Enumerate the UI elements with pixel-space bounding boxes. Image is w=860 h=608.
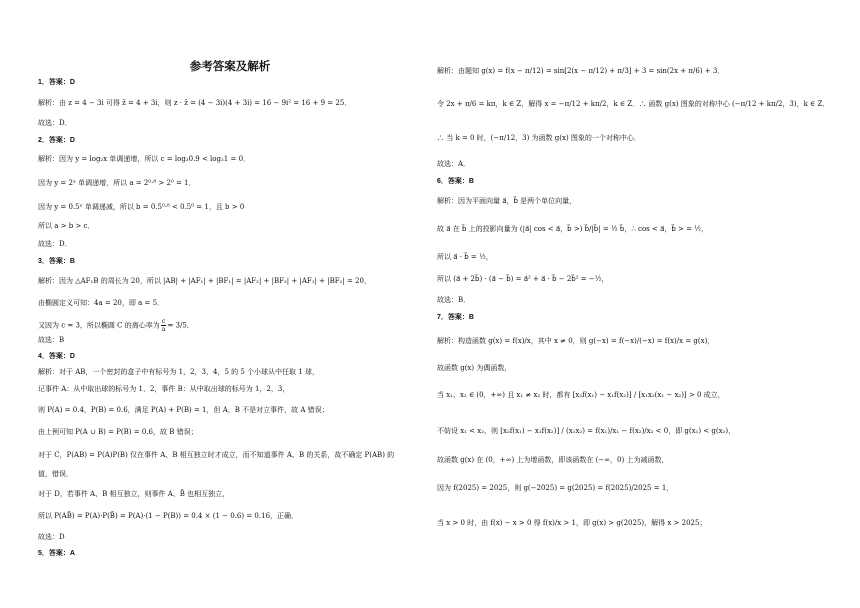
solution-line: [38, 318, 194, 333]
solution-line: [38, 277, 371, 286]
answer-heading: [38, 136, 75, 145]
line-text: 所以 (a⃗ + 2b⃗) · (a⃗ − b⃗) = a⃗² + a⃗ · b⃗ − 2b⃗² = −½，: [437, 275, 609, 283]
line-text: 对于 C，P(AB) = P(A)P(B) 仅在事件 A、B 相互独立时才成立，而不知道事件 A、B 的关系，故不确定 P(AB) 的: [38, 451, 395, 459]
line-text: 故选：D．: [38, 119, 72, 127]
solution-line: [437, 364, 511, 373]
line-text: 故选：D．: [38, 240, 72, 248]
solution-line: [38, 222, 94, 231]
line-text: 解析：因为 △AF₁B 的周长为 20，所以 |AB| + |AF₁| + |BF₁| = |AF₂| + |BF₂| + |AF₁| + |BF₁| = 20，: [38, 277, 371, 285]
line-text: 当 x > 0 时，由 f(x) − x > 0 得 f(x)/x > 1，即 g(x) > g(2025)，解得 x > 2025；: [437, 519, 707, 527]
solution-line: [437, 160, 470, 169]
solution-line: [437, 253, 493, 262]
line-text: 所以 a⃗ · b⃗ = ½，: [437, 253, 493, 261]
line-text: 解析：因为 y = log₂x 单调递增，所以 c = log₂0.9 < log₂1 = 0．: [38, 155, 251, 163]
solution-line: [38, 470, 73, 479]
line-text: 由椭圆定义可知：4a = 20，即 a = 5．: [38, 299, 165, 307]
line-text: 故函数 g(x) 为偶函数，: [437, 364, 512, 372]
solution-line: [38, 490, 229, 499]
solution-line: [38, 119, 72, 128]
line-text: 不妨设 x₁ < x₂，则 [x₂f(x₁) − x₁f(x₂)] / (x₁x₂) = f(x₁)/x₁ − f(x₂)/x₂ < 0，即 g(x₁) < g(x₂)，: [437, 427, 736, 435]
solution-line: [437, 100, 829, 109]
solution-line: [437, 391, 725, 400]
solution-line: [38, 336, 64, 345]
line-text: 6．答案：B: [437, 178, 474, 185]
solution-line: [437, 134, 641, 143]
line-text: 5．答案：A: [38, 550, 75, 557]
solution-line: [38, 406, 329, 415]
line-text: ∴ 当 k = 0 时，(−π/12，3) 为函数 g(x) 图象的一个对称中心．: [437, 134, 641, 142]
solution-line: [38, 299, 164, 308]
line-text: 3．答案：B: [38, 258, 75, 265]
solution-line: [437, 427, 735, 436]
answer-heading: [437, 177, 474, 186]
solution-line: [437, 197, 576, 206]
line-text: 故选：B: [38, 336, 65, 344]
solution-line: [38, 368, 319, 377]
answer-heading: [38, 352, 75, 361]
line-tail: = 3/5．: [167, 321, 194, 330]
line-text: 故选：A．: [437, 160, 471, 168]
line-text: 记事件 A：从中取出球的标号为 1，2，事件 B：从中取出球的标号为 1，2，3，: [38, 385, 290, 393]
fraction: $\frac{c}{a}$: [161, 318, 166, 333]
solution-line: [437, 456, 668, 465]
line-text: 令 2x + π/6 = kπ，k ∈ Z，解得 x = −π/12 + kπ/2，k ∈ Z．∴ 函数 g(x) 图象的对称中心 (−π/12 + kπ/2，3)，k ∈ Z．: [437, 100, 830, 108]
solution-line: [437, 519, 706, 528]
answer-heading: [38, 549, 75, 558]
solution-line: [38, 451, 394, 460]
solution-line: [437, 225, 708, 234]
line-text: 故 a⃗ 在 b⃗ 上的投影向量为 (|a⃗| cos < a⃗，b⃗ >) b⃗/|b⃗| = ½ b⃗，∴ cos < a⃗，b⃗ > = ½，: [437, 225, 709, 233]
line-text: 故函数 g(x) 在 (0，+∞) 上为增函数，即该函数在 (−∞，0) 上为减函数，: [437, 456, 669, 464]
line-text: 故选：D: [38, 533, 65, 541]
solution-line: [437, 67, 724, 76]
solution-line: [38, 179, 196, 188]
answer-heading: [38, 78, 75, 87]
line-text: 4．答案：D: [38, 353, 75, 360]
line-text: 因为 f(2025) = 2025，则 g(−2025) = g(2025) = f(2025)/2025 = 1，: [437, 484, 674, 492]
line-text: 1．答案：D: [38, 79, 75, 86]
solution-line: [437, 337, 714, 346]
line-text: 因为 y = 2ˣ 单调递增，所以 a = 2⁰·⁸ > 2⁰ = 1．: [38, 179, 196, 187]
solution-line: [437, 275, 609, 284]
solution-line: [38, 385, 289, 394]
solution-line: [38, 99, 351, 108]
line-text: 解析：由题知 g(x) = f(x − π/12) = sin[2(x − π/12) + π/3] + 3 = sin(2x + π/6) + 3．: [437, 67, 725, 75]
answer-heading: [437, 313, 474, 322]
line-text: 值，错误．: [38, 470, 73, 478]
line-text: 解析：由 z = 4 − 3i 可得 z̄ = 4 + 3i，则 z · z̄ = (4 − 3i)(4 + 3i) = 16 − 9i² = 16 + 9 = 25．: [38, 99, 352, 107]
line-text: 对于 D，若事件 A、B 相互独立，则事件 A、B̄ 也相互独立，: [38, 490, 230, 498]
solution-line: [38, 533, 65, 542]
line-text: 解析：对于 AB，一个密封的盒子中有标号为 1，2，3，4，5 的 5 个小球从中任取 1 球，: [38, 368, 319, 376]
line-text: 则 P(A) = 0.4，P(B) = 0.6，满足 P(A) + P(B) = 1，但 A，B 不是对立事件，故 A 错误；: [38, 406, 329, 414]
document-title: 参考答案及解析: [189, 59, 271, 73]
line-text: 7．答案：B: [437, 314, 474, 321]
answer-heading: [38, 257, 75, 266]
line-text: 2．答案：D: [38, 137, 75, 144]
solution-line: [38, 203, 244, 212]
line-text: 解析：因为平面向量 a⃗，b⃗ 是两个单位向量，: [437, 197, 577, 205]
line-text: 当 x₁，x₂ ∈ (0，+∞) 且 x₁ ≠ x₂ 时，都有 [x₂f(x₁) − x₁f(x₂)] / [x₁x₂(x₁ − x₂)] > 0 成立，: [437, 391, 725, 399]
line-text: 所以 P(AB̄) = P(A)·P(B̄) = P(A)·(1 − P(B)) = 0.4 × (1 − 0.6) = 0.16，正确．: [38, 512, 299, 520]
line-text: 解析：构造函数 g(x) = f(x)/x，其中 x ≠ 0，则 g(−x) = f(−x)/(−x) = f(x)/x = g(x)，: [437, 337, 715, 345]
line-text: 故选：B．: [437, 296, 471, 304]
line-text: 所以 a > b > c．: [38, 222, 95, 230]
solution-line: [38, 240, 72, 249]
solution-line: [38, 428, 198, 437]
solution-line: [437, 296, 470, 305]
line-text: 因为 y = 0.5ˣ 单调递减，所以 b = 0.5⁰·⁸ < 0.5⁰ = 1，且 b > 0: [38, 203, 245, 211]
solution-line: [38, 155, 250, 164]
solution-line: [38, 512, 298, 521]
line-text: 由上例可知 P(A ∪ B) = P(B) = 0.6，故 B 错误；: [38, 428, 198, 436]
solution-line: [437, 484, 673, 493]
line-text: 又因为 c = 3，所以椭圆 C 的离心率为: [38, 321, 160, 330]
